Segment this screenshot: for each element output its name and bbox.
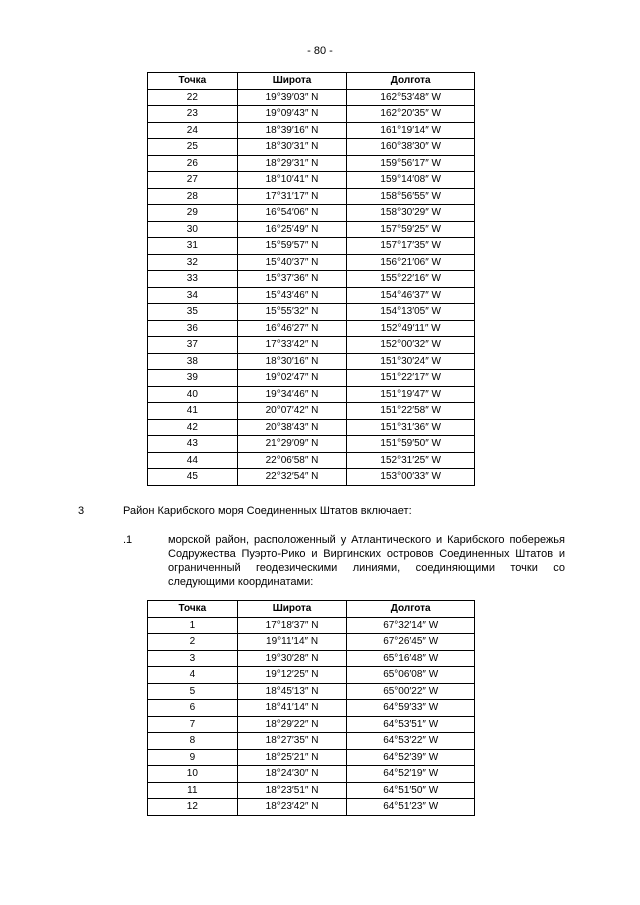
table-row — [148, 205, 475, 222]
cell-longitude: 151°59′50″ W — [347, 436, 475, 453]
cell-longitude: 67°26′45″ W — [347, 634, 475, 651]
table-row — [148, 667, 475, 684]
subsection-text: морской район, расположенный у Атлантического и Карибского побережья Содружества Пуэрто-Рико и Виргинских островов Соединенных Штатов и ограниченный геодезическими линиями, соединяющими точки со следующими координатами: — [168, 534, 565, 588]
cell-point: 12 — [148, 799, 238, 816]
cell-longitude: 152°00′32″ W — [347, 337, 475, 354]
cell-point: 38 — [148, 353, 238, 370]
table-row — [148, 733, 475, 750]
cell-latitude: 22°32′54″ N — [237, 469, 347, 486]
cell-point: 39 — [148, 370, 238, 387]
table-row — [148, 634, 475, 651]
cell-point: 35 — [148, 304, 238, 321]
cell-point: 32 — [148, 254, 238, 271]
cell-point: 9 — [148, 749, 238, 766]
cell-longitude: 158°30′29″ W — [347, 205, 475, 222]
cell-longitude: 152°49′11″ W — [347, 320, 475, 337]
cell-longitude: 64°51′50″ W — [347, 782, 475, 799]
header-point: Точка — [148, 601, 238, 618]
table-row — [148, 799, 475, 816]
table-header-row — [148, 73, 475, 90]
cell-latitude: 15°55′32″ N — [237, 304, 347, 321]
coordinates-table-caribbean — [147, 600, 475, 816]
cell-longitude: 154°46′37″ W — [347, 287, 475, 304]
cell-point: 31 — [148, 238, 238, 255]
cell-latitude: 18°30′31″ N — [237, 139, 347, 156]
table-row — [148, 337, 475, 354]
cell-latitude: 21°29′09″ N — [237, 436, 347, 453]
cell-latitude: 18°23′42″ N — [237, 799, 347, 816]
cell-latitude: 16°25′49″ N — [237, 221, 347, 238]
cell-longitude: 162°20′35″ W — [347, 106, 475, 123]
cell-latitude: 15°59′57″ N — [237, 238, 347, 255]
page-number: - 80 - — [307, 45, 333, 57]
header-latitude: Широта — [237, 601, 347, 618]
cell-longitude: 65°06′08″ W — [347, 667, 475, 684]
cell-point: 6 — [148, 700, 238, 717]
cell-latitude: 17°33′42″ N — [237, 337, 347, 354]
cell-longitude: 158°56′55″ W — [347, 188, 475, 205]
cell-point: 45 — [148, 469, 238, 486]
cell-latitude: 18°25′21″ N — [237, 749, 347, 766]
cell-longitude: 64°52′39″ W — [347, 749, 475, 766]
table-row — [148, 139, 475, 156]
cell-longitude: 64°51′23″ W — [347, 799, 475, 816]
table-row — [148, 304, 475, 321]
table-row — [148, 188, 475, 205]
table-row — [148, 122, 475, 139]
cell-longitude: 151°30′24″ W — [347, 353, 475, 370]
cell-latitude: 18°41′14″ N — [237, 700, 347, 717]
cell-longitude: 157°17′35″ W — [347, 238, 475, 255]
header-longitude: Долгота — [347, 73, 475, 90]
cell-longitude: 64°53′22″ W — [347, 733, 475, 750]
cell-latitude: 16°54′06″ N — [237, 205, 347, 222]
table-row — [148, 436, 475, 453]
cell-longitude: 154°13′05″ W — [347, 304, 475, 321]
table-row — [148, 238, 475, 255]
cell-point: 29 — [148, 205, 238, 222]
cell-latitude: 18°27′35″ N — [237, 733, 347, 750]
cell-longitude: 65°00′22″ W — [347, 683, 475, 700]
cell-latitude: 19°02′47″ N — [237, 370, 347, 387]
cell-point: 10 — [148, 766, 238, 783]
cell-point: 30 — [148, 221, 238, 238]
cell-point: 24 — [148, 122, 238, 139]
cell-point: 41 — [148, 403, 238, 420]
table-row — [148, 353, 475, 370]
table-row — [148, 320, 475, 337]
table-row — [148, 617, 475, 634]
header-point: Точка — [148, 73, 238, 90]
table-row — [148, 700, 475, 717]
cell-latitude: 16°46′27″ N — [237, 320, 347, 337]
cell-point: 2 — [148, 634, 238, 651]
cell-point: 37 — [148, 337, 238, 354]
table-row — [148, 287, 475, 304]
cell-point: 43 — [148, 436, 238, 453]
table-row — [148, 221, 475, 238]
table-row — [148, 469, 475, 486]
cell-latitude: 15°40′37″ N — [237, 254, 347, 271]
header-longitude: Долгота — [347, 601, 475, 618]
cell-latitude: 18°29′31″ N — [237, 155, 347, 172]
cell-longitude: 152°31′25″ W — [347, 452, 475, 469]
cell-longitude: 157°59′25″ W — [347, 221, 475, 238]
cell-longitude: 162°53′48″ W — [347, 89, 475, 106]
cell-longitude: 64°52′19″ W — [347, 766, 475, 783]
cell-point: 8 — [148, 733, 238, 750]
cell-latitude: 18°45′13″ N — [237, 683, 347, 700]
cell-longitude: 159°14′08″ W — [347, 172, 475, 189]
subsection-number: .1 — [123, 534, 133, 546]
header-latitude: Широта — [237, 73, 347, 90]
section-number: 3 — [78, 505, 85, 517]
table-row — [148, 716, 475, 733]
table-row — [148, 403, 475, 420]
cell-longitude: 151°22′58″ W — [347, 403, 475, 420]
cell-latitude: 18°29′22″ N — [237, 716, 347, 733]
cell-latitude: 20°07′42″ N — [237, 403, 347, 420]
table-row — [148, 370, 475, 387]
cell-point: 34 — [148, 287, 238, 304]
cell-point: 22 — [148, 89, 238, 106]
table-row — [148, 172, 475, 189]
cell-point: 1 — [148, 617, 238, 634]
cell-latitude: 18°30′16″ N — [237, 353, 347, 370]
cell-point: 27 — [148, 172, 238, 189]
table-row — [148, 749, 475, 766]
table-row — [148, 106, 475, 123]
cell-latitude: 19°12′25″ N — [237, 667, 347, 684]
table-row — [148, 419, 475, 436]
cell-latitude: 17°31′17″ N — [237, 188, 347, 205]
cell-latitude: 18°24′30″ N — [237, 766, 347, 783]
cell-latitude: 18°23′51″ N — [237, 782, 347, 799]
cell-point: 40 — [148, 386, 238, 403]
cell-longitude: 67°32′14″ W — [347, 617, 475, 634]
table-row — [148, 89, 475, 106]
table-row — [148, 650, 475, 667]
coordinates-table-hawaii — [147, 72, 475, 486]
table-row — [148, 155, 475, 172]
cell-longitude: 65°16′48″ W — [347, 650, 475, 667]
table-row — [148, 452, 475, 469]
cell-latitude: 19°11′14″ N — [237, 634, 347, 651]
cell-point: 42 — [148, 419, 238, 436]
cell-longitude: 160°38′30″ W — [347, 139, 475, 156]
table-row — [148, 782, 475, 799]
table-header-row — [148, 601, 475, 618]
cell-longitude: 151°19′47″ W — [347, 386, 475, 403]
cell-latitude: 19°39′03″ N — [237, 89, 347, 106]
cell-latitude: 18°10′41″ N — [237, 172, 347, 189]
cell-latitude: 18°39′16″ N — [237, 122, 347, 139]
section-title: Район Карибского моря Соединенных Штатов включает: — [123, 505, 412, 517]
cell-point: 4 — [148, 667, 238, 684]
cell-longitude: 153°00′33″ W — [347, 469, 475, 486]
table-row — [148, 254, 475, 271]
cell-longitude: 161°19′14″ W — [347, 122, 475, 139]
cell-latitude: 17°18′37″ N — [237, 617, 347, 634]
cell-longitude: 156°21′06″ W — [347, 254, 475, 271]
cell-point: 23 — [148, 106, 238, 123]
cell-latitude: 22°06′58″ N — [237, 452, 347, 469]
cell-longitude: 159°56′17″ W — [347, 155, 475, 172]
table-row — [148, 766, 475, 783]
table-row — [148, 271, 475, 288]
cell-point: 33 — [148, 271, 238, 288]
cell-latitude: 15°37′36″ N — [237, 271, 347, 288]
cell-longitude: 64°59′33″ W — [347, 700, 475, 717]
cell-latitude: 19°30′28″ N — [237, 650, 347, 667]
cell-longitude: 155°22′16″ W — [347, 271, 475, 288]
cell-point: 36 — [148, 320, 238, 337]
cell-latitude: 19°34′46″ N — [237, 386, 347, 403]
cell-point: 5 — [148, 683, 238, 700]
cell-point: 44 — [148, 452, 238, 469]
cell-longitude: 151°22′17″ W — [347, 370, 475, 387]
cell-longitude: 64°53′51″ W — [347, 716, 475, 733]
cell-latitude: 20°38′43″ N — [237, 419, 347, 436]
cell-point: 28 — [148, 188, 238, 205]
cell-latitude: 15°43′46″ N — [237, 287, 347, 304]
cell-point: 7 — [148, 716, 238, 733]
cell-longitude: 151°31′36″ W — [347, 419, 475, 436]
cell-point: 11 — [148, 782, 238, 799]
table-row — [148, 386, 475, 403]
cell-latitude: 19°09′43″ N — [237, 106, 347, 123]
table-row — [148, 683, 475, 700]
cell-point: 3 — [148, 650, 238, 667]
cell-point: 25 — [148, 139, 238, 156]
cell-point: 26 — [148, 155, 238, 172]
